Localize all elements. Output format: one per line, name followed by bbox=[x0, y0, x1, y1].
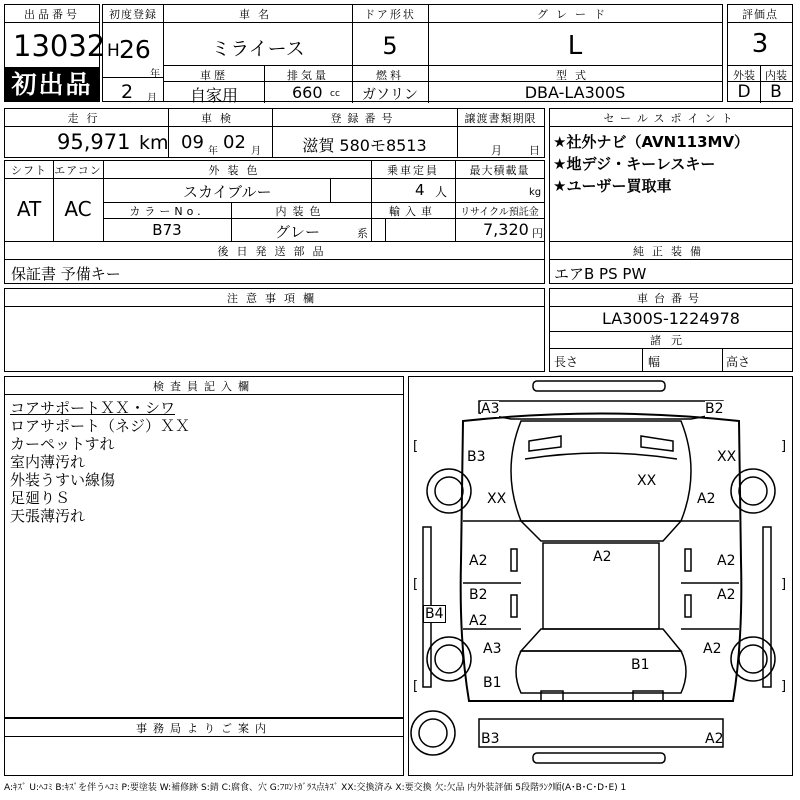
car-name: ミライース bbox=[211, 38, 305, 60]
load-unit: kg bbox=[529, 187, 542, 198]
equipment-label: 純正装備 bbox=[633, 245, 709, 258]
car-outline bbox=[409, 377, 792, 775]
color-no-value: B73 bbox=[152, 221, 182, 239]
chassis-value: LA300S-1224978 bbox=[602, 309, 740, 328]
sales-label: セールスポイント bbox=[603, 112, 739, 125]
interior-label: 内装 bbox=[765, 69, 787, 82]
notes-block bbox=[4, 288, 545, 372]
equipment-block bbox=[549, 241, 793, 284]
capacity-value: 4 bbox=[415, 181, 425, 199]
bracket-left-front: [ bbox=[413, 439, 419, 454]
sales-block bbox=[549, 108, 793, 242]
history-value: 自家用 bbox=[189, 86, 238, 105]
inspector-line: 室内薄汚れ bbox=[10, 453, 86, 471]
mark-front-left-corner: A3 bbox=[481, 401, 500, 417]
mark-left-rear-corner: B1 bbox=[483, 675, 502, 691]
bracket-right-front: ] bbox=[781, 439, 787, 454]
reg-value: 滋賀 580モ8513 bbox=[302, 136, 427, 155]
office-block bbox=[4, 718, 404, 776]
name-block bbox=[163, 4, 723, 105]
fuel-label: 燃料 bbox=[376, 69, 404, 82]
bracket-right-rear: ] bbox=[781, 577, 787, 592]
sales-point: ★地デジ・キーレスキー bbox=[553, 155, 716, 173]
office-label: 事務局よりご案内 bbox=[136, 722, 272, 735]
width-label: 幅 bbox=[648, 355, 661, 369]
reg-label: 登録番号 bbox=[330, 112, 399, 125]
shift-value: AT bbox=[16, 197, 42, 221]
mark-left-rocker: B4 bbox=[425, 606, 444, 622]
ext-color-value: スカイブルー bbox=[183, 183, 272, 201]
inspector-line: 足廻りＳ bbox=[10, 489, 71, 507]
mileage-block bbox=[4, 108, 545, 158]
sales-point: ★社外ナビ（AVN113MV） bbox=[553, 133, 750, 151]
int-color-label: 内装色 bbox=[275, 205, 327, 218]
first-reg-label: 初度登録 bbox=[109, 8, 157, 21]
capacity-label: 乗車定員 bbox=[387, 164, 439, 177]
inspection-month: 02 bbox=[223, 132, 246, 153]
first-reg-cell bbox=[102, 4, 164, 102]
door-label: ドア形状 bbox=[364, 8, 416, 21]
inspection-label: 車検 bbox=[201, 112, 239, 125]
lot-label: 出品番号 bbox=[24, 8, 80, 21]
interior-value: B bbox=[770, 82, 782, 102]
ac-label: エアコン bbox=[54, 164, 102, 177]
import-label: 輸入車 bbox=[389, 205, 437, 218]
lot-cell bbox=[4, 4, 106, 102]
spec-block bbox=[4, 160, 545, 242]
mark-right-fender-lower: A2 bbox=[697, 491, 716, 507]
exterior-value: D bbox=[737, 82, 751, 102]
mark-rear-bumper-left: B3 bbox=[481, 731, 500, 747]
equipment-value: エアB PS PW bbox=[554, 265, 647, 283]
mark-right-front-fender: XX bbox=[717, 449, 737, 465]
era: H bbox=[107, 41, 120, 61]
mark-left-quarter: A3 bbox=[483, 641, 502, 657]
recycle-unit: 円 bbox=[532, 227, 543, 240]
sales-point: ★ユーザー買取車 bbox=[553, 177, 672, 195]
mark-left-rear-door-upper: B2 bbox=[469, 587, 488, 603]
inspector-line: ロアサポート（ネジ）ＸＸ bbox=[10, 417, 191, 435]
parts-label: 後日発送部品 bbox=[217, 245, 332, 258]
inspection-year: 09 bbox=[181, 132, 204, 153]
color-no-label: カラーNo. bbox=[129, 205, 205, 218]
mark-right-rear-door: A2 bbox=[717, 587, 736, 603]
month-unit: 月 bbox=[147, 93, 157, 104]
mark-left-rear-door-lower: A2 bbox=[469, 613, 488, 629]
score-value: 3 bbox=[751, 29, 769, 59]
inspector-line: 天張薄汚れ bbox=[10, 507, 86, 525]
dims-label: 諸元 bbox=[650, 334, 692, 347]
mileage-value: 95,971 bbox=[57, 130, 131, 154]
legend-footer: A:ｷｽﾞ U:ﾍｺﾐ B:ｷｽﾞを伴うﾍｺﾐ P:要塗装 W:補修跡 S:錆 C:腐食、穴 G:ﾌﾛﾝﾄｶﾞﾗｽ点ｷｽﾞ XX:交換済み X:要交換 欠:欠品 内外装評価 5段階ﾗﾝｸ順(A･B･C･D･E) 1 bbox=[4, 783, 627, 793]
displacement-label: 排気量 bbox=[287, 69, 329, 82]
mark-right-front-door: A2 bbox=[717, 553, 736, 569]
mark-left-front-fender: B3 bbox=[467, 449, 486, 465]
mark-left-front-door: A2 bbox=[469, 553, 488, 569]
parts-value: 保証書 予備キー bbox=[11, 265, 121, 283]
score-label: 評価点 bbox=[742, 8, 778, 21]
chassis-label: 車台番号 bbox=[637, 292, 705, 305]
first-reg-month: 2 bbox=[121, 81, 134, 103]
capacity-unit: 人 bbox=[435, 185, 448, 199]
year-unit: 年 bbox=[150, 69, 160, 80]
inspector-line: コアサポートＸＸ・シワ bbox=[10, 399, 176, 417]
int-color-value: グレー bbox=[275, 223, 321, 241]
transfer-day-unit: 日 bbox=[529, 144, 540, 157]
mileage-label: 走行 bbox=[67, 112, 106, 125]
transfer-month-unit: 月 bbox=[491, 144, 502, 157]
mark-right-quarter: A2 bbox=[703, 641, 722, 657]
mark-roof: A2 bbox=[593, 549, 612, 565]
bracket-left-rear: [ bbox=[413, 577, 419, 592]
inspector-line: 外装うすい線傷 bbox=[10, 471, 116, 489]
ac-value: AC bbox=[64, 197, 92, 221]
mark-back-door: B1 bbox=[631, 657, 650, 673]
displacement-unit: cc bbox=[330, 89, 340, 99]
mark-hood: XX bbox=[637, 473, 657, 489]
mark-front-right-corner: B2 bbox=[705, 401, 724, 417]
score-cell bbox=[727, 4, 793, 102]
bracket-left-bottom: [ bbox=[413, 679, 419, 694]
height-label: 高さ bbox=[726, 355, 751, 369]
chassis-block bbox=[549, 288, 793, 372]
damage-diagram bbox=[408, 376, 793, 776]
parts-block bbox=[4, 241, 545, 284]
model-value: DBA-LA300S bbox=[524, 83, 626, 102]
first-reg-year: 26 bbox=[119, 35, 151, 64]
displacement-value: 660 bbox=[292, 83, 323, 102]
mark-left-apron: XX bbox=[487, 491, 507, 507]
inspector-block bbox=[4, 376, 404, 718]
history-label: 車歴 bbox=[200, 69, 228, 82]
recycle-label: リサイクル預託金 bbox=[460, 207, 539, 218]
exterior-label: 外装 bbox=[733, 69, 755, 82]
ext-color-label: 外装色 bbox=[208, 164, 266, 177]
recycle-value: 7,320 bbox=[483, 220, 529, 239]
inspector-label: 検査員記入欄 bbox=[153, 380, 255, 393]
mileage-unit: km bbox=[139, 132, 169, 154]
length-label: 長さ bbox=[554, 355, 579, 369]
int-color-unit: 系 bbox=[357, 227, 368, 240]
inspector-line: カーペットすれ bbox=[10, 435, 115, 453]
notes-label: 注意事項欄 bbox=[227, 292, 322, 305]
fuel-value: ガソリン bbox=[362, 87, 418, 103]
shift-label: シフト bbox=[11, 164, 47, 177]
car-name-label: 車名 bbox=[239, 8, 277, 21]
first-listing-badge: 初出品 bbox=[4, 67, 100, 102]
inspection-month-unit: 月 bbox=[251, 146, 261, 157]
door-value: 5 bbox=[382, 32, 398, 60]
load-label: 最大積載量 bbox=[469, 164, 530, 177]
grade-label: グレード bbox=[537, 8, 613, 21]
mark-rear-bumper-right: A2 bbox=[705, 731, 724, 747]
grade-value: L bbox=[567, 31, 583, 61]
bracket-right-bottom: ] bbox=[781, 679, 787, 694]
transfer-label: 譲渡書類期限 bbox=[464, 112, 537, 125]
inspection-year-unit: 年 bbox=[208, 146, 218, 157]
lot-number: 13032 bbox=[13, 29, 106, 63]
model-label: 型式 bbox=[556, 69, 594, 82]
